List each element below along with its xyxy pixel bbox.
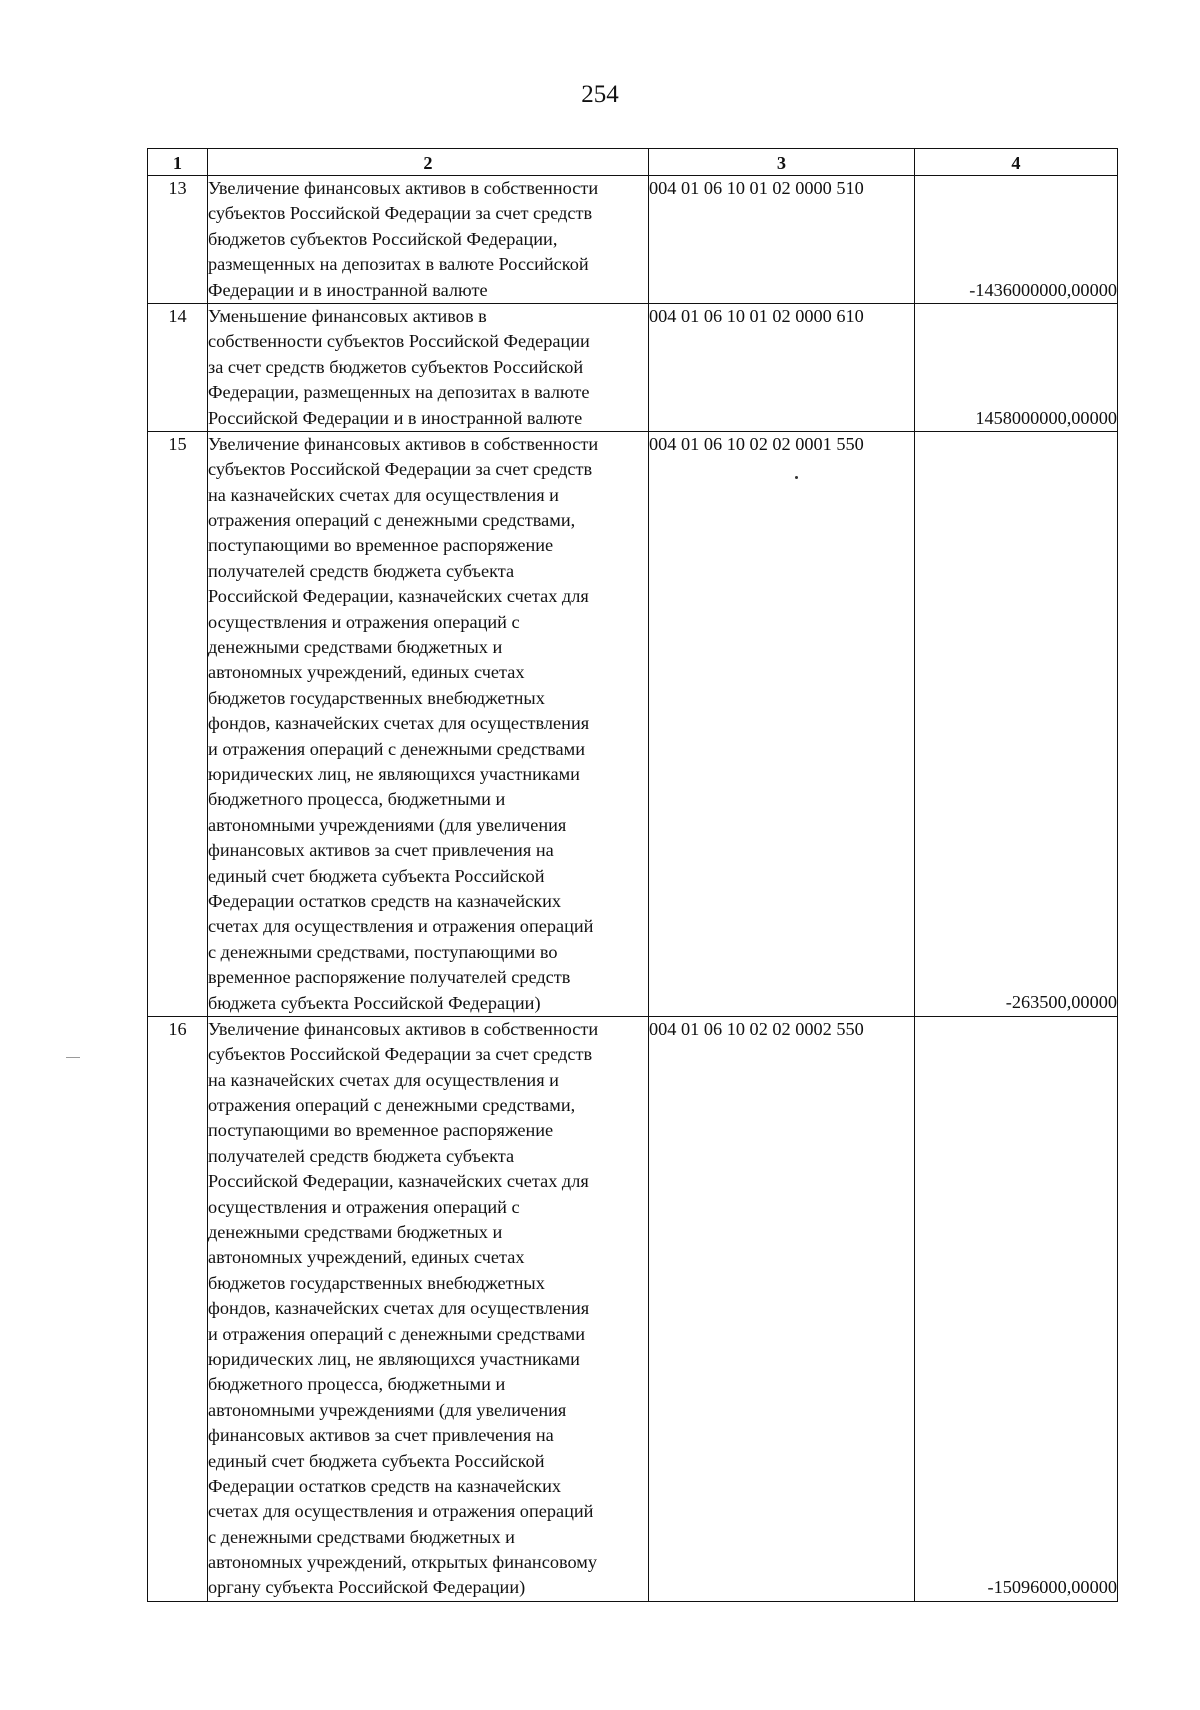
- row-description: [208, 431, 649, 1016]
- description-line: финансовых активов за счет привлечения на: [208, 840, 554, 861]
- description-line: осуществления и отражения операций с: [208, 611, 520, 632]
- description-line: осуществления и отражения операций с: [208, 1196, 520, 1217]
- description-line: Увеличение финансовых активов в собственности: [208, 433, 599, 454]
- description-line: получателей средств бюджета субъекта: [208, 560, 515, 581]
- description-line: с денежными средствами бюджетных и: [208, 1526, 515, 1547]
- description-line: поступающими во временное распоряжение: [208, 1120, 554, 1141]
- description-line: бюджета субъекта Российской Федерации): [208, 992, 541, 1013]
- description-line: автономными учреждениями (для увеличения: [208, 1399, 567, 1420]
- description-line: и отражения операций с денежными средствами: [208, 1323, 585, 1344]
- description-line: бюджетного процесса, бюджетными и: [208, 789, 506, 810]
- description-line: фондов, казначейских счетах для осуществления: [208, 713, 590, 734]
- description-line: юридических лиц, не являющихся участниками: [208, 1348, 580, 1369]
- description-line: денежными средствами бюджетных и: [208, 637, 503, 658]
- row-description: [208, 176, 649, 304]
- description-line: органу субъекта Российской Федерации): [208, 1577, 526, 1598]
- row-amount: -263500,00000: [915, 431, 1118, 1016]
- header-col-4: 4: [915, 149, 1118, 176]
- description-line: счетах для осуществления и отражения операций: [208, 916, 594, 937]
- description-line: Уменьшение финансовых активов в: [208, 305, 487, 326]
- table-header: [148, 149, 1118, 176]
- budget-sources-table: [147, 148, 1118, 1602]
- description-line: юридических лиц, не являющихся участниками: [208, 763, 580, 784]
- description-line: субъектов Российской Федерации за счет средств: [208, 459, 593, 480]
- description-line: за счет средств бюджетов субъектов Российской: [208, 356, 584, 377]
- description-line: бюджетов субъектов Российской Федерации,: [208, 228, 558, 249]
- description-line: автономных учреждений, открытых финансовому: [208, 1552, 597, 1573]
- description-line: денежными средствами бюджетных и: [208, 1222, 503, 1243]
- description-line: Увеличение финансовых активов в собственности: [208, 178, 599, 198]
- description-line: и отражения операций с денежными средствами: [208, 738, 585, 759]
- description-line: Федерации, размещенных на депозитах в валюте: [208, 382, 590, 403]
- description-line: автономных учреждений, единых счетах: [208, 662, 525, 683]
- description-line: получателей средств бюджета субъекта: [208, 1145, 515, 1166]
- scan-margin-mark: [66, 1057, 80, 1058]
- description-line: субъектов Российской Федерации за счет средств: [208, 1044, 593, 1065]
- row-number: 14: [148, 303, 208, 431]
- description-line: отражения операций с денежными средствами,: [208, 1095, 576, 1116]
- page-number: 254: [581, 81, 619, 108]
- description-line: Федерации остатков средств на казначейских: [208, 890, 562, 911]
- description-line: автономными учреждениями (для увеличения: [208, 814, 567, 835]
- description-line: бюджетов государственных внебюджетных: [208, 1272, 545, 1293]
- description-line: счетах для осуществления и отражения операций: [208, 1501, 594, 1522]
- table-body: [148, 176, 1118, 1602]
- row-amount: -15096000,00000: [915, 1016, 1118, 1601]
- row-budget-code: 004 01 06 10 02 02 0001 550: [649, 431, 915, 1016]
- row-description: [208, 303, 649, 431]
- description-line: поступающими во временное распоряжение: [208, 535, 554, 556]
- row-number: 15: [148, 431, 208, 1016]
- row-description: [208, 1016, 649, 1601]
- description-line: бюджетного процесса, бюджетными и: [208, 1374, 506, 1395]
- table-row: [148, 303, 1118, 431]
- description-line: Российской Федерации и в иностранной валюте: [208, 407, 583, 428]
- description-line: Российской Федерации, казначейских счетах для: [208, 1171, 589, 1192]
- table-row: [148, 431, 1118, 1016]
- row-amount: 1458000000,00000: [915, 303, 1118, 431]
- description-line: временное распоряжение получателей средств: [208, 967, 571, 988]
- description-line: Российской Федерации, казначейских счетах для: [208, 586, 589, 607]
- table-row: [148, 176, 1118, 304]
- row-budget-code: 004 01 06 10 01 02 0000 610: [649, 303, 915, 431]
- header-row: [148, 149, 1118, 176]
- row-budget-code: 004 01 06 10 01 02 0000 510: [649, 176, 915, 304]
- row-amount: -1436000000,00000: [915, 176, 1118, 304]
- description-line: Увеличение финансовых активов в собственности: [208, 1018, 599, 1039]
- description-line: собственности субъектов Российской Федерации: [208, 331, 590, 352]
- description-line: отражения операций с денежными средствами,: [208, 510, 576, 531]
- header-col-3: 3: [649, 149, 915, 176]
- description-line: размещенных на депозитах в валюте Российской: [208, 254, 589, 275]
- header-col-1: 1: [148, 149, 208, 176]
- description-line: на казначейских счетах для осуществления и: [208, 1069, 559, 1090]
- description-line: бюджетов государственных внебюджетных: [208, 687, 545, 708]
- description-line: финансовых активов за счет привлечения на: [208, 1425, 554, 1446]
- description-line: единый счет бюджета субъекта Российской: [208, 865, 545, 886]
- row-number: 13: [148, 176, 208, 304]
- description-line: единый счет бюджета субъекта Российской: [208, 1450, 545, 1471]
- row-budget-code: 004 01 06 10 02 02 0002 550: [649, 1016, 915, 1601]
- description-line: Федерации остатков средств на казначейских: [208, 1475, 562, 1496]
- description-line: на казначейских счетах для осуществления и: [208, 484, 559, 505]
- description-line: Федерации и в иностранной валюте: [208, 279, 488, 300]
- description-line: субъектов Российской Федерации за счет средств: [208, 203, 593, 224]
- description-line: с денежными средствами, поступающими во: [208, 941, 558, 962]
- table-row: [148, 1016, 1118, 1601]
- description-line: фондов, казначейских счетах для осуществления: [208, 1298, 590, 1319]
- scan-dot-mark: [795, 476, 798, 479]
- header-col-2: 2: [208, 149, 649, 176]
- description-line: автономных учреждений, единых счетах: [208, 1247, 525, 1268]
- row-number: 16: [148, 1016, 208, 1601]
